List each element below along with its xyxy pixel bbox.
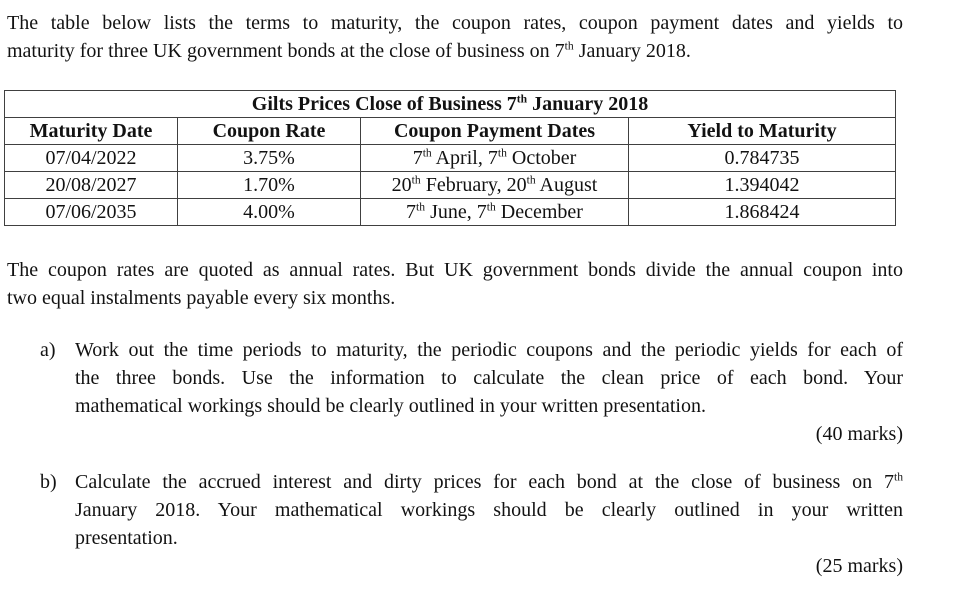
yield-cell: 1.868424 [629,199,896,226]
table-row [5,199,896,226]
note-line-2: two equal instalments payable every six months. [7,287,396,309]
table-header-row [5,118,896,145]
question-item-a [40,336,903,448]
yield-cell: 1.394042 [629,172,896,199]
table-row [5,172,896,199]
table-title-row [5,91,896,118]
question-body-b [75,468,903,580]
yield-cell: 0.784735 [629,145,896,172]
question-body-a [75,336,903,448]
coupon-rate-cell: 3.75% [178,145,361,172]
column-header-coupon-rate: Coupon Rate [178,118,361,145]
coupon-rate-cell: 1.70% [178,172,361,199]
question-item-b [40,468,903,580]
gilts-prices-table [4,90,896,226]
question-a-line-2: the three bonds. Use the information to calculate the clean price of each bond. Your [75,367,903,389]
marks-label-a: (40 marks) [815,423,903,445]
table-title: Gilts Prices Close of Business 7th January 2018 [5,91,896,118]
table-row [5,145,896,172]
intro-line-2: maturity for three UK government bonds at the close of business on 7th January 2018. [7,39,691,62]
payment-dates-cell: 7th June, 7th December [361,199,629,226]
question-label-a: a) [40,339,56,361]
question-b-line-1: Calculate the accrued interest and dirty prices for each bond at the close of business on 7th [75,470,903,493]
intro-paragraph [7,9,903,65]
note-paragraph [7,256,903,312]
column-header-yield: Yield to Maturity [629,118,896,145]
maturity-date-cell: 07/06/2035 [5,199,178,226]
column-header-maturity-date: Maturity Date [5,118,178,145]
column-header-payment-dates: Coupon Payment Dates [361,118,629,145]
question-a-line-3: mathematical workings should be clearly outlined in your written presentation. [75,395,706,417]
payment-dates-cell: 7th April, 7th October [361,145,629,172]
marks-label-b: (25 marks) [815,555,903,577]
intro-line-1: The table below lists the terms to maturity, the coupon rates, coupon payment dates and yields to [7,12,903,34]
coupon-rate-cell: 4.00% [178,199,361,226]
question-a-line-1: Work out the time periods to maturity, the periodic coupons and the periodic yields for each of [75,339,903,361]
question-b-line-3: presentation. [75,527,178,549]
question-b-line-2: January 2018. Your mathematical workings should be clearly outlined in your written [75,499,903,521]
question-label-b: b) [40,471,57,493]
maturity-date-cell: 20/08/2027 [5,172,178,199]
maturity-date-cell: 07/04/2022 [5,145,178,172]
note-line-1: The coupon rates are quoted as annual rates. But UK government bonds divide the annual coupon into [7,259,903,281]
payment-dates-cell: 20th February, 20th August [361,172,629,199]
